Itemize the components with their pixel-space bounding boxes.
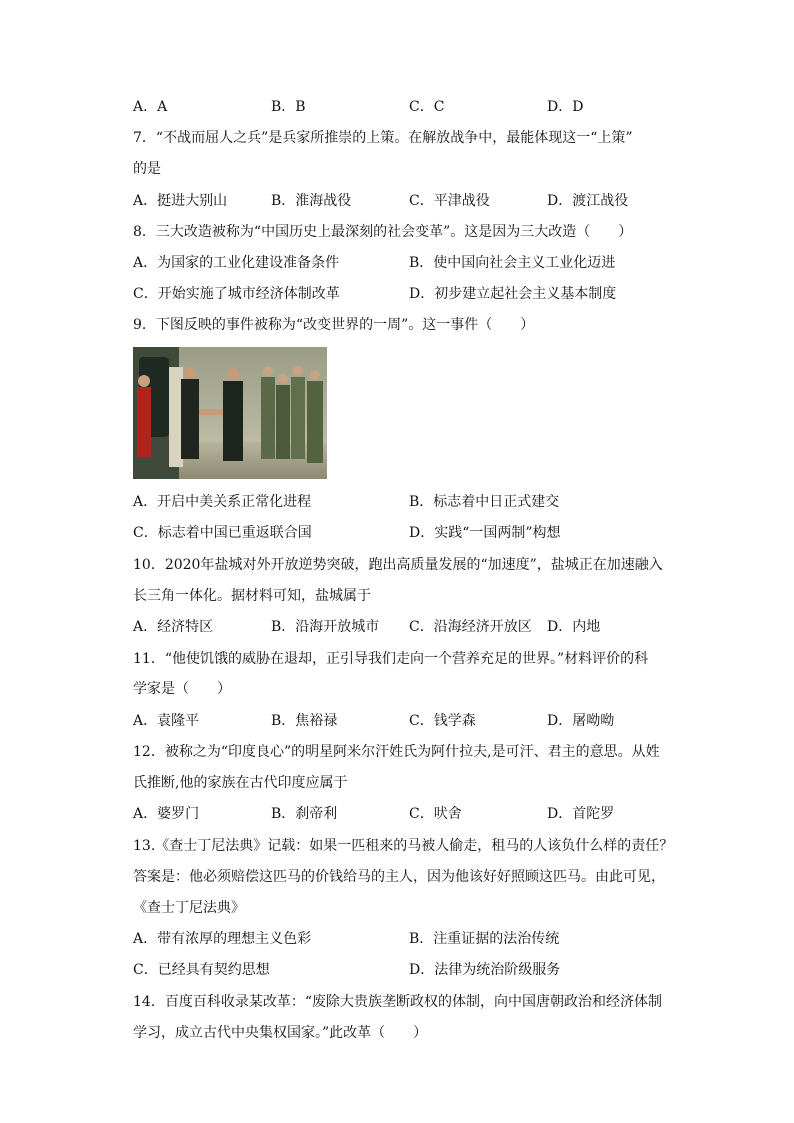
- q11-option-a: A．袁隆平: [133, 713, 200, 729]
- q7-stem-line2: 的是: [133, 161, 161, 177]
- q6-option-c: C．C: [409, 99, 445, 115]
- q12-option-d: D．首陀罗: [547, 806, 615, 822]
- q13-stem-line2: 答案是：他必须赔偿这匹马的价钱给马的主人，因为他该好好照顾这匹马。由此可见，: [133, 869, 665, 885]
- q11-stem-line2: 学家是（ ）: [133, 681, 231, 697]
- q13-option-d: D．法律为统治阶级服务: [409, 962, 561, 978]
- q7-option-c: C．平津战役: [409, 193, 490, 209]
- q13-stem-line1: 13.《查士丁尼法典》记载：如果一匹租来的马被人偷走，租马的人该负什么样的责任？: [133, 838, 674, 854]
- q8-option-c: C．开始实施了城市经济体制改革: [133, 286, 340, 302]
- q13-option-c: C．已经具有契约思想: [133, 962, 270, 978]
- q11-stem-line1: 11．“他使饥饿的威胁在退却，正引导我们走向一个营养充足的世界。”材料评价的科: [133, 651, 649, 667]
- q12-stem-line1: 12．被称之为“印度良心”的明星阿米尔汗姓氏为阿什拉夫,是可汗、君主的意思。从姓: [133, 744, 660, 760]
- q7-stem-line1: 7．“不战而屈人之兵”是兵家所推崇的上策。在解放战争中，最能体现这一“上策”: [133, 130, 633, 146]
- q14-stem-line2: 学习，成立古代中央集权国家。”此改革（ ）: [133, 1025, 428, 1041]
- q8-option-b: B．使中国向社会主义工业化迈进: [409, 255, 616, 271]
- q9-option-c: C．标志着中国已重返联合国: [133, 525, 312, 541]
- q8-option-d: D．初步建立起社会主义基本制度: [409, 286, 617, 302]
- q12-option-a: A．婆罗门: [133, 806, 200, 822]
- q10-stem-line2: 长三角一体化。据材料可知，盐城属于: [133, 588, 371, 604]
- q8-stem-line1: 8．三大改造被称为“中国历史上最深刻的社会变革”。这是因为三大改造（ ）: [133, 224, 633, 240]
- q7-option-b: B．淮海战役: [271, 193, 352, 209]
- q11-option-d: D．屠呦呦: [547, 713, 615, 729]
- q12-option-c: C．吠舍: [409, 806, 462, 822]
- q9-stem-line1: 9．下图反映的事件被称为“改变世界的一周”。这一事件（ ）: [133, 317, 535, 333]
- q13-option-b: B．注重证据的法治传统: [409, 931, 560, 947]
- q8-option-a: A．为国家的工业化建设准备条件: [133, 255, 340, 271]
- q6-option-b: B．B: [271, 99, 306, 115]
- q12-option-b: B．刹帝利: [271, 806, 338, 822]
- q11-option-b: B．焦裕禄: [271, 713, 338, 729]
- q12-stem-line2: 氏推断,他的家族在古代印度应属于: [133, 775, 348, 791]
- q10-stem-line1: 10．2020年盐城对外开放逆势突破，跑出高质量发展的“加速度”，盐城正在加速融入: [133, 557, 663, 573]
- q10-option-d: D．内地: [547, 619, 601, 635]
- q14-stem-line1: 14．百度百科收录某改革：“废除大贵族垄断政权的体制，向中国唐朝政治和经济体制: [133, 994, 662, 1010]
- q11-option-c: C．钱学森: [409, 713, 476, 729]
- q13-stem-line3: 《查士丁尼法典》: [133, 900, 245, 916]
- q9-option-a: A．开启中美关系正常化进程: [133, 494, 312, 510]
- q9-option-d: D．实践“一国两制”构想: [409, 525, 561, 541]
- q6-option-a: A．A: [133, 99, 168, 115]
- q9-option-b: B．标志着中日正式建交: [409, 494, 560, 510]
- q13-option-a: A．带有浓厚的理想主义色彩: [133, 931, 312, 947]
- q6-option-d: D．D: [547, 99, 584, 115]
- q7-option-a: A．挺进大别山: [133, 193, 228, 209]
- q10-option-a: A．经济特区: [133, 619, 214, 635]
- q10-option-c: C．沿海经济开放区: [409, 619, 532, 635]
- q10-option-b: B．沿海开放城市: [271, 619, 380, 635]
- q7-option-d: D．渡江战役: [547, 193, 629, 209]
- q9-historical-photo: [133, 347, 327, 479]
